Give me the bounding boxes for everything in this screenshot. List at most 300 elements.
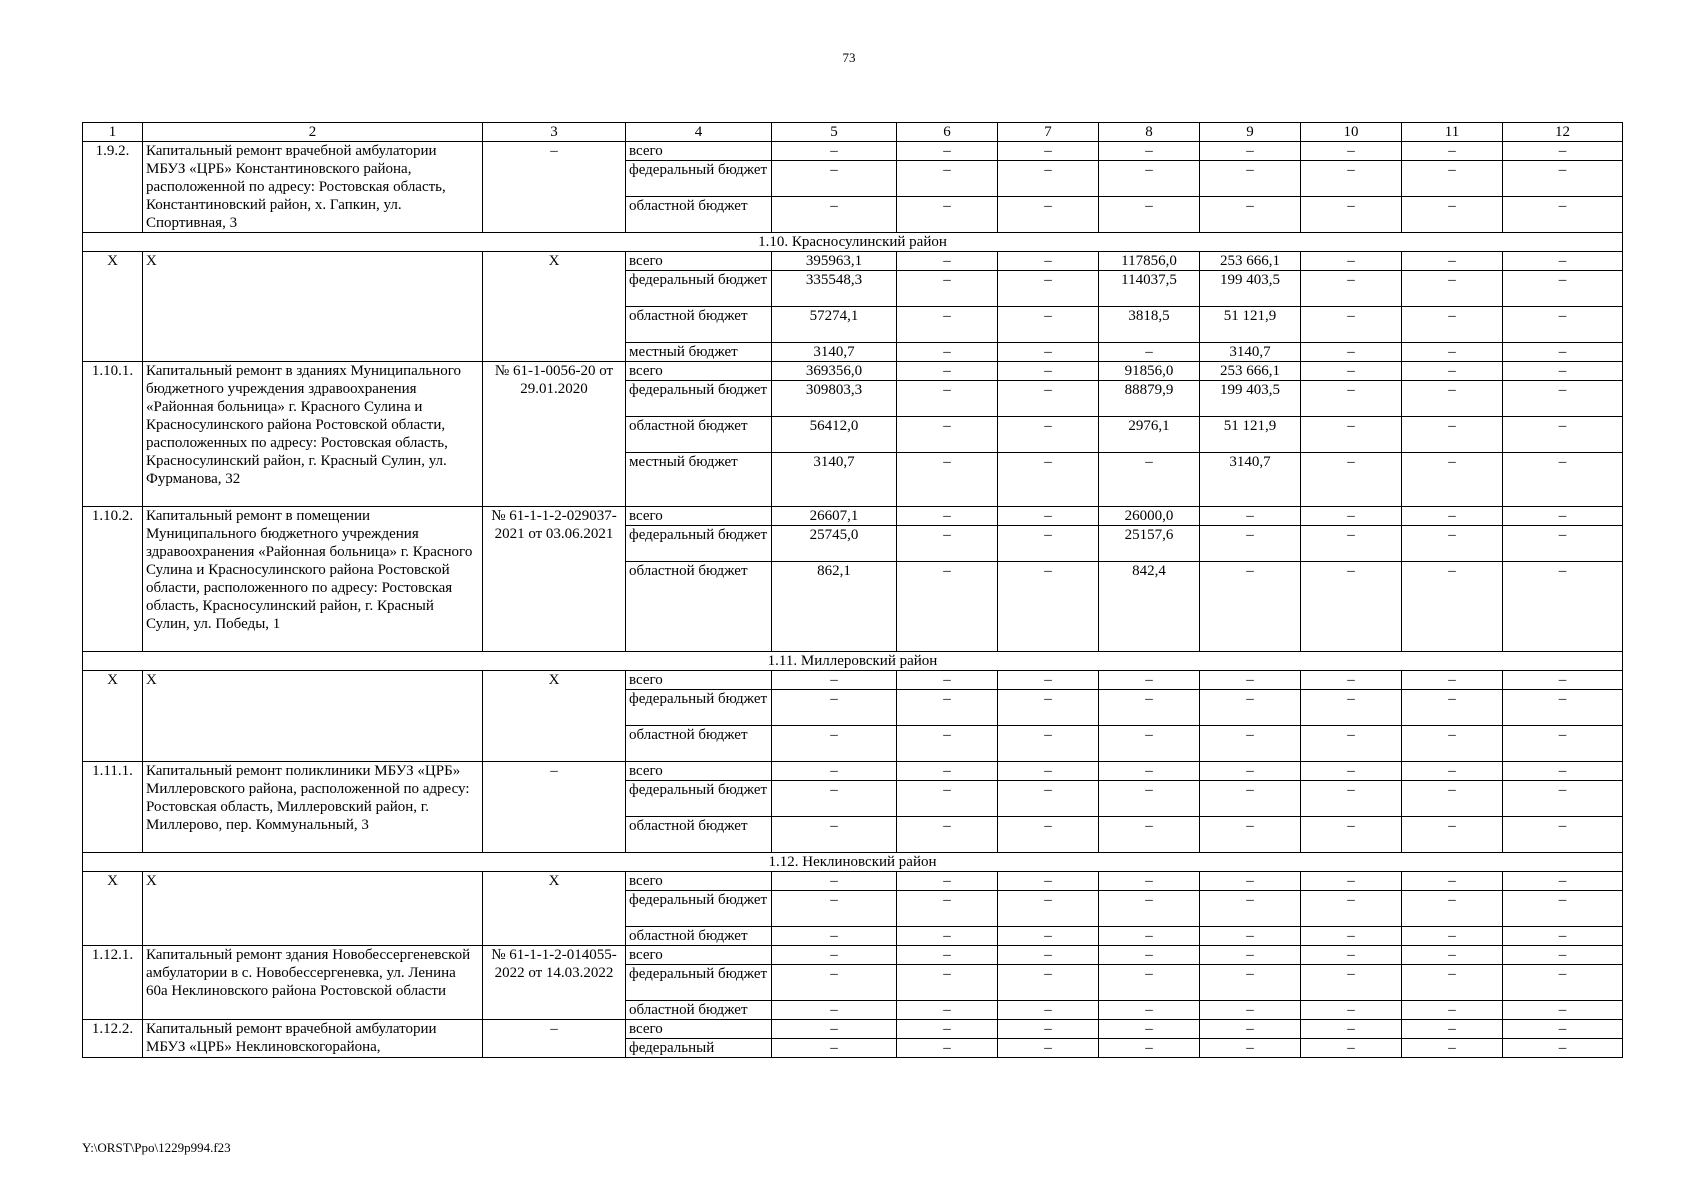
value-cell: – — [998, 161, 1099, 197]
value-cell: – — [1503, 726, 1623, 762]
value-cell: – — [897, 526, 998, 562]
value-cell: – — [1402, 307, 1503, 343]
value-cell: – — [1200, 507, 1301, 526]
column-header: 1 — [83, 123, 143, 142]
budget-label: федеральный бюджет — [626, 965, 772, 1001]
value-cell: 3140,7 — [1200, 453, 1301, 507]
value-cell: – — [772, 1001, 897, 1020]
value-cell: – — [1301, 726, 1402, 762]
row-document: – — [483, 142, 626, 233]
value-cell: – — [772, 726, 897, 762]
row-title: Капитальный ремонт здания Новобессергеневской амбулатории в с. Новобессергеневка, ул. Ленина 60а Неклиновского района Ростовской области — [143, 946, 483, 1020]
value-cell: – — [897, 197, 998, 233]
row-number: 1.11.1. — [83, 762, 143, 853]
value-cell: – — [1301, 1020, 1402, 1039]
budget-label: областной бюджет — [626, 307, 772, 343]
budget-label: федеральный бюджет — [626, 781, 772, 817]
budget-label: областной бюджет — [626, 1001, 772, 1020]
value-cell: – — [772, 781, 897, 817]
value-cell: – — [1200, 726, 1301, 762]
budget-label: всего — [626, 671, 772, 690]
value-cell: – — [1099, 453, 1200, 507]
value-cell: – — [897, 872, 998, 891]
value-cell: – — [1402, 343, 1503, 362]
budget-label: областной бюджет — [626, 726, 772, 762]
budget-label: всего — [626, 142, 772, 161]
value-cell: 88879,9 — [1099, 381, 1200, 417]
value-cell: – — [1503, 362, 1623, 381]
value-cell: – — [998, 946, 1099, 965]
budget-label: местный бюджет — [626, 453, 772, 507]
value-cell: – — [998, 252, 1099, 271]
row-title: Капитальный ремонт в помещении Муниципального бюджетного учреждения здравоохранения «Районная больница» г. Красного Сулина и Красносулинского района Ростовской области, расположенного по адресу: Ростовская область, Красносулинский район, г. Красный Сулин, ул. Победы, 1 — [143, 507, 483, 652]
value-cell: – — [1301, 197, 1402, 233]
value-cell: – — [1503, 781, 1623, 817]
value-cell: – — [1200, 872, 1301, 891]
budget-label: областной бюджет — [626, 817, 772, 853]
value-cell: – — [1503, 1001, 1623, 1020]
value-cell: – — [897, 362, 998, 381]
column-header: 2 — [143, 123, 483, 142]
table-row — [83, 142, 1623, 161]
value-cell: 114037,5 — [1099, 271, 1200, 307]
value-cell: – — [1503, 1039, 1623, 1058]
value-cell: 369356,0 — [772, 362, 897, 381]
page-number: 73 — [842, 50, 856, 65]
value-cell: – — [1503, 453, 1623, 507]
row-number: 1.9.2. — [83, 142, 143, 233]
value-cell: – — [1503, 1020, 1623, 1039]
value-cell: – — [897, 817, 998, 853]
value-cell: 57274,1 — [772, 307, 897, 343]
value-cell: 26607,1 — [772, 507, 897, 526]
value-cell: – — [1402, 417, 1503, 453]
value-cell: – — [998, 343, 1099, 362]
value-cell: – — [1503, 381, 1623, 417]
value-cell: – — [1099, 690, 1200, 726]
value-cell: – — [897, 562, 998, 652]
value-cell: – — [998, 142, 1099, 161]
value-cell: – — [998, 965, 1099, 1001]
row-document: – — [483, 1020, 626, 1058]
value-cell: – — [1301, 891, 1402, 927]
value-cell: – — [1301, 142, 1402, 161]
value-cell: – — [1402, 872, 1503, 891]
value-cell: – — [1402, 453, 1503, 507]
value-cell: – — [1099, 1001, 1200, 1020]
value-cell: – — [998, 197, 1099, 233]
value-cell: – — [1402, 946, 1503, 965]
value-cell: – — [897, 762, 998, 781]
footer-file-path: Y:\ORST\Ppo\1229p994.f23 — [82, 1140, 231, 1155]
value-cell: – — [1402, 781, 1503, 817]
value-cell: – — [772, 762, 897, 781]
value-cell: – — [1301, 781, 1402, 817]
value-cell: – — [1402, 1020, 1503, 1039]
value-cell: – — [1402, 271, 1503, 307]
value-cell: – — [1301, 453, 1402, 507]
budget-label: федеральный бюджет — [626, 690, 772, 726]
column-header: 10 — [1301, 123, 1402, 142]
value-cell: – — [772, 1039, 897, 1058]
row-title: Капитальный ремонт поликлиники МБУЗ «ЦРБ» Миллеровского района, расположенной по адресу: Ростовская область, Миллеровский район, г. Миллерово, пер. Коммунальный, 3 — [143, 762, 483, 853]
value-cell: – — [1301, 927, 1402, 946]
value-cell: – — [1503, 252, 1623, 271]
column-header: 11 — [1402, 123, 1503, 142]
value-cell: – — [1099, 965, 1200, 1001]
value-cell: – — [998, 726, 1099, 762]
value-cell: – — [998, 562, 1099, 652]
value-cell: – — [1503, 307, 1623, 343]
value-cell: – — [897, 417, 998, 453]
value-cell: – — [1301, 762, 1402, 781]
row-number: X — [83, 872, 143, 946]
budget-label: всего — [626, 946, 772, 965]
value-cell: – — [1301, 271, 1402, 307]
value-cell: – — [897, 381, 998, 417]
section-heading: 1.12. Неклиновский район — [83, 853, 1623, 872]
value-cell: – — [1200, 891, 1301, 927]
value-cell: – — [897, 891, 998, 927]
value-cell: – — [1503, 507, 1623, 526]
row-title: Капитальный ремонт в зданиях Муниципального бюджетного учреждения здравоохранения «Районная больница» г. Красного Сулина и Красносулинского района Ростовской области, расположенных по адресу: Ростовская область, Красносулинский район, г. Красный Сулин, ул. Фурманова, 32 — [143, 362, 483, 507]
value-cell: – — [1503, 142, 1623, 161]
value-cell: 309803,3 — [772, 381, 897, 417]
value-cell: – — [1402, 507, 1503, 526]
table-row — [83, 123, 1623, 142]
value-cell: – — [998, 1039, 1099, 1058]
value-cell: – — [1503, 271, 1623, 307]
budget-label: федеральный бюджет — [626, 161, 772, 197]
value-cell: – — [1200, 526, 1301, 562]
row-number: 1.12.1. — [83, 946, 143, 1020]
value-cell: – — [998, 453, 1099, 507]
value-cell: – — [1200, 817, 1301, 853]
value-cell: – — [1503, 946, 1623, 965]
value-cell: 2976,1 — [1099, 417, 1200, 453]
value-cell: – — [1503, 671, 1623, 690]
value-cell: – — [1200, 142, 1301, 161]
value-cell: 253 666,1 — [1200, 362, 1301, 381]
value-cell: – — [1301, 1039, 1402, 1058]
value-cell: – — [897, 690, 998, 726]
budget-label: областной бюджет — [626, 197, 772, 233]
column-header: 9 — [1200, 123, 1301, 142]
value-cell: – — [1402, 965, 1503, 1001]
value-cell: – — [1099, 891, 1200, 927]
column-header: 6 — [897, 123, 998, 142]
row-number: 1.10.2. — [83, 507, 143, 652]
table-row — [83, 362, 1623, 381]
budget-label: местный бюджет — [626, 343, 772, 362]
value-cell: – — [1402, 381, 1503, 417]
value-cell: – — [1200, 197, 1301, 233]
value-cell: 842,4 — [1099, 562, 1200, 652]
value-cell: 56412,0 — [772, 417, 897, 453]
value-cell: – — [1503, 417, 1623, 453]
row-document: № 61-1-0056-20 от 29.01.2020 — [483, 362, 626, 507]
value-cell: 199 403,5 — [1200, 381, 1301, 417]
value-cell: – — [1402, 726, 1503, 762]
value-cell: – — [1402, 927, 1503, 946]
value-cell: – — [1402, 252, 1503, 271]
value-cell: 3818,5 — [1099, 307, 1200, 343]
row-title: X — [143, 252, 483, 362]
value-cell: – — [772, 671, 897, 690]
value-cell: – — [897, 781, 998, 817]
value-cell: – — [1200, 946, 1301, 965]
value-cell: – — [897, 307, 998, 343]
value-cell: – — [897, 726, 998, 762]
value-cell: 3140,7 — [772, 343, 897, 362]
value-cell: – — [998, 891, 1099, 927]
value-cell: – — [897, 271, 998, 307]
value-cell: – — [1301, 507, 1402, 526]
value-cell: – — [1200, 1001, 1301, 1020]
value-cell: – — [1301, 872, 1402, 891]
budget-label: областной бюджет — [626, 927, 772, 946]
value-cell: – — [998, 927, 1099, 946]
value-cell: – — [1402, 562, 1503, 652]
value-cell: – — [1200, 671, 1301, 690]
row-title: Капитальный ремонт врачебной амбулатории МБУЗ «ЦРБ» Неклиновскогорайона, — [143, 1020, 483, 1058]
value-cell: 117856,0 — [1099, 252, 1200, 271]
row-number: X — [83, 671, 143, 762]
value-cell: 26000,0 — [1099, 507, 1200, 526]
value-cell: – — [1200, 965, 1301, 1001]
value-cell: – — [1402, 362, 1503, 381]
value-cell: – — [998, 690, 1099, 726]
row-document: № 61-1-1-2-014055-2022 от 14.03.2022 — [483, 946, 626, 1020]
column-header: 7 — [998, 123, 1099, 142]
row-document: – — [483, 762, 626, 853]
value-cell: – — [1301, 817, 1402, 853]
value-cell: – — [1402, 1039, 1503, 1058]
value-cell: – — [897, 1020, 998, 1039]
value-cell: – — [998, 817, 1099, 853]
value-cell: – — [998, 781, 1099, 817]
value-cell: 3140,7 — [1200, 343, 1301, 362]
value-cell: – — [1099, 197, 1200, 233]
value-cell: – — [897, 946, 998, 965]
value-cell: – — [1099, 817, 1200, 853]
budget-label: федеральный бюджет — [626, 526, 772, 562]
budget-label: всего — [626, 872, 772, 891]
value-cell: – — [1099, 671, 1200, 690]
table-row — [83, 233, 1623, 252]
value-cell: – — [1301, 946, 1402, 965]
value-cell: – — [772, 891, 897, 927]
value-cell: – — [1200, 161, 1301, 197]
value-cell: – — [1099, 762, 1200, 781]
value-cell: – — [1200, 762, 1301, 781]
value-cell: – — [1099, 927, 1200, 946]
value-cell: – — [772, 197, 897, 233]
value-cell: 3140,7 — [772, 453, 897, 507]
value-cell: – — [998, 526, 1099, 562]
budget-label: всего — [626, 507, 772, 526]
value-cell: – — [1301, 526, 1402, 562]
value-cell: – — [772, 946, 897, 965]
budget-label: федеральный бюджет — [626, 891, 772, 927]
value-cell: – — [897, 453, 998, 507]
value-cell: – — [1503, 872, 1623, 891]
value-cell: 862,1 — [772, 562, 897, 652]
value-cell: – — [998, 271, 1099, 307]
column-header: 8 — [1099, 123, 1200, 142]
value-cell: – — [998, 381, 1099, 417]
value-cell: – — [1301, 965, 1402, 1001]
value-cell: – — [998, 507, 1099, 526]
value-cell: – — [1402, 526, 1503, 562]
value-cell: – — [897, 1039, 998, 1058]
row-document: X — [483, 671, 626, 762]
value-cell: – — [1301, 307, 1402, 343]
budget-label: всего — [626, 762, 772, 781]
column-header: 3 — [483, 123, 626, 142]
value-cell: – — [1402, 1001, 1503, 1020]
value-cell: – — [998, 1020, 1099, 1039]
value-cell: – — [1301, 362, 1402, 381]
value-cell: – — [1402, 142, 1503, 161]
value-cell: – — [1301, 381, 1402, 417]
budget-label: всего — [626, 362, 772, 381]
value-cell: – — [1099, 142, 1200, 161]
value-cell: – — [1402, 161, 1503, 197]
value-cell: – — [1402, 690, 1503, 726]
row-title: Капитальный ремонт врачебной амбулатории МБУЗ «ЦРБ» Константиновского района, расположенной по адресу: Ростовская область, Константиновский район, х. Гапкин, ул. Спортивная, 3 — [143, 142, 483, 233]
value-cell: – — [1099, 1020, 1200, 1039]
value-cell: – — [1301, 161, 1402, 197]
value-cell: – — [1200, 562, 1301, 652]
value-cell: – — [1402, 817, 1503, 853]
value-cell: – — [897, 252, 998, 271]
value-cell: – — [1099, 1039, 1200, 1058]
table-row — [83, 1020, 1623, 1039]
value-cell: – — [1503, 927, 1623, 946]
value-cell: – — [897, 1001, 998, 1020]
value-cell: – — [998, 362, 1099, 381]
value-cell: – — [772, 142, 897, 161]
value-cell: 25745,0 — [772, 526, 897, 562]
table-row — [83, 252, 1623, 271]
budget-label: федеральный — [626, 1039, 772, 1058]
financing-table — [82, 122, 1623, 1058]
value-cell: – — [1503, 161, 1623, 197]
row-title: X — [143, 671, 483, 762]
column-header: 12 — [1503, 123, 1623, 142]
row-document: X — [483, 872, 626, 946]
value-cell: – — [1099, 161, 1200, 197]
value-cell: – — [897, 927, 998, 946]
value-cell: – — [1503, 562, 1623, 652]
value-cell: – — [998, 307, 1099, 343]
value-cell: – — [772, 690, 897, 726]
value-cell: 51 121,9 — [1200, 417, 1301, 453]
value-cell: – — [1301, 417, 1402, 453]
table-row — [83, 671, 1623, 690]
value-cell: – — [1402, 891, 1503, 927]
value-cell: – — [897, 671, 998, 690]
value-cell: 253 666,1 — [1200, 252, 1301, 271]
value-cell: – — [1503, 965, 1623, 1001]
value-cell: – — [897, 161, 998, 197]
value-cell: – — [998, 762, 1099, 781]
table-row — [83, 507, 1623, 526]
value-cell: – — [897, 965, 998, 1001]
value-cell: – — [1200, 781, 1301, 817]
value-cell: – — [1099, 781, 1200, 817]
value-cell: – — [1301, 343, 1402, 362]
row-number: 1.12.2. — [83, 1020, 143, 1058]
budget-label: областной бюджет — [626, 562, 772, 652]
value-cell: 335548,3 — [772, 271, 897, 307]
value-cell: – — [1200, 1020, 1301, 1039]
section-heading: 1.10. Красносулинский район — [83, 233, 1623, 252]
value-cell: – — [772, 817, 897, 853]
value-cell: – — [1301, 690, 1402, 726]
table-row — [83, 652, 1623, 671]
value-cell: – — [897, 142, 998, 161]
value-cell: – — [1301, 252, 1402, 271]
value-cell: – — [998, 417, 1099, 453]
value-cell: – — [1301, 671, 1402, 690]
value-cell: – — [1200, 690, 1301, 726]
value-cell: – — [1503, 690, 1623, 726]
budget-label: областной бюджет — [626, 417, 772, 453]
budget-label: всего — [626, 1020, 772, 1039]
value-cell: – — [998, 671, 1099, 690]
value-cell: 51 121,9 — [1200, 307, 1301, 343]
row-title: X — [143, 872, 483, 946]
value-cell: – — [772, 161, 897, 197]
value-cell: – — [772, 965, 897, 1001]
budget-label: всего — [626, 252, 772, 271]
value-cell: – — [1503, 891, 1623, 927]
column-header: 4 — [626, 123, 772, 142]
value-cell: – — [897, 507, 998, 526]
value-cell: – — [772, 1020, 897, 1039]
value-cell: – — [1301, 1001, 1402, 1020]
value-cell: – — [1099, 946, 1200, 965]
value-cell: – — [1503, 197, 1623, 233]
value-cell: – — [1503, 817, 1623, 853]
value-cell: – — [897, 343, 998, 362]
row-number: 1.10.1. — [83, 362, 143, 507]
value-cell: – — [998, 872, 1099, 891]
table-row — [83, 946, 1623, 965]
row-number: X — [83, 252, 143, 362]
budget-label: федеральный бюджет — [626, 271, 772, 307]
section-heading: 1.11. Миллеровский район — [83, 652, 1623, 671]
budget-label: федеральный бюджет — [626, 381, 772, 417]
value-cell: – — [1200, 927, 1301, 946]
value-cell: – — [772, 872, 897, 891]
value-cell: – — [1200, 1039, 1301, 1058]
row-document: X — [483, 252, 626, 362]
value-cell: – — [1503, 526, 1623, 562]
value-cell: – — [1503, 762, 1623, 781]
value-cell: 25157,6 — [1099, 526, 1200, 562]
value-cell: – — [1402, 671, 1503, 690]
value-cell: – — [1099, 872, 1200, 891]
value-cell: 91856,0 — [1099, 362, 1200, 381]
value-cell: – — [772, 927, 897, 946]
value-cell: – — [1503, 343, 1623, 362]
value-cell: – — [1301, 562, 1402, 652]
value-cell: – — [1099, 343, 1200, 362]
row-document: № 61-1-1-2-029037-2021 от 03.06.2021 — [483, 507, 626, 652]
